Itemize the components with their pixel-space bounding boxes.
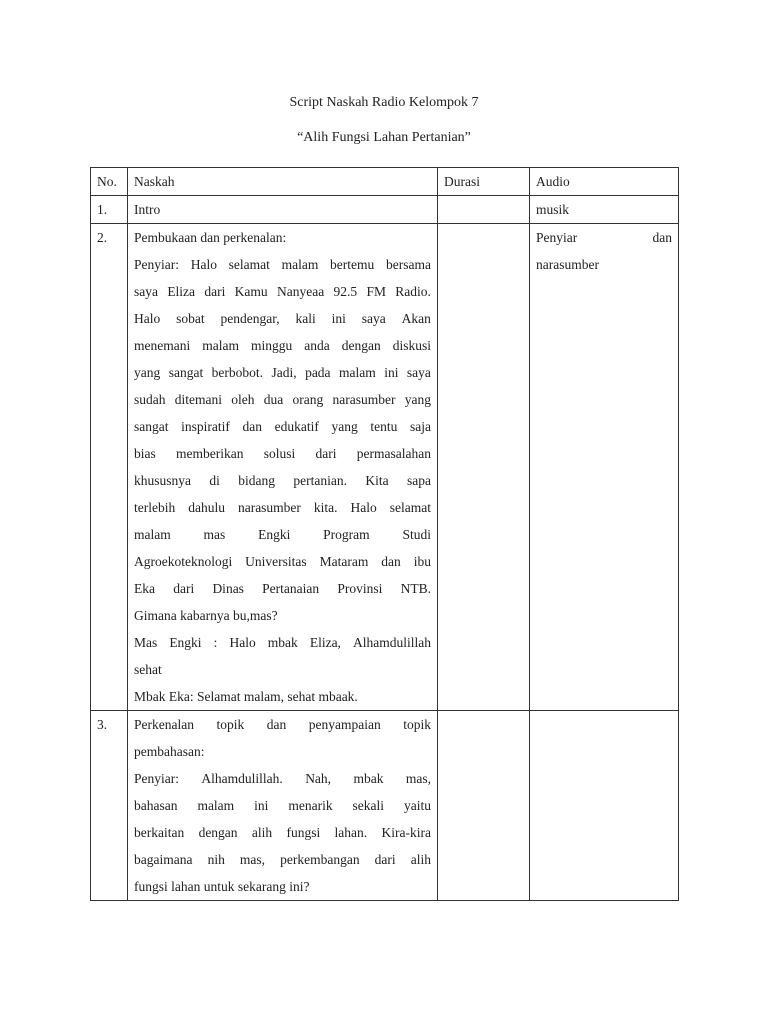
table-row — [91, 711, 679, 901]
header-no: No. — [91, 168, 128, 196]
naskah-line: pembahasan: — [134, 744, 205, 759]
row-number: 1. — [91, 196, 128, 224]
naskah-line: Halo sobat pendengar, kali ini saya Akan — [134, 311, 431, 326]
naskah-line: berkaitan dengan alih fungsi lahan. Kira-kira — [134, 825, 431, 840]
script-table — [90, 167, 679, 901]
header-naskah: Naskah — [128, 168, 438, 196]
row-audio — [530, 711, 679, 901]
document-title: Script Naskah Radio Kelompok 7 — [289, 95, 479, 110]
table-header-row — [91, 168, 679, 196]
row-number: 2. — [91, 224, 128, 711]
naskah-line: sehat — [134, 662, 162, 677]
row-number: 3. — [91, 711, 128, 901]
table-row — [91, 196, 679, 224]
row-naskah — [128, 224, 438, 711]
naskah-line: Penyiar: Halo selamat malam bertemu bersama — [134, 257, 431, 272]
naskah-line: Eka dari Dinas Pertanaian Provinsi NTB. — [134, 581, 431, 596]
naskah-line: Mbak Eka: Selamat malam, sehat mbaak. — [134, 689, 358, 704]
row-audio — [530, 224, 679, 711]
naskah-line: fungsi lahan untuk sekarang ini? — [134, 879, 310, 894]
table-row — [91, 224, 679, 711]
naskah-line: khususnya di bidang pertanian. Kita sapa — [134, 473, 431, 488]
naskah-line: Pembukaan dan perkenalan: — [134, 230, 287, 245]
naskah-line: menemani malam minggu anda dengan diskusi — [134, 338, 431, 353]
header-audio: Audio — [530, 168, 679, 196]
naskah-line: Gimana kabarnya bu,mas? — [134, 608, 278, 623]
naskah-line: bagaimana nih mas, perkembangan dari alih — [134, 852, 431, 867]
naskah-line: terlebih dahulu narasumber kita. Halo selamat — [134, 500, 431, 515]
naskah-line: Intro — [134, 202, 161, 217]
naskah-line: yang sangat berbobot. Jadi, pada malam ini saya — [134, 365, 431, 380]
naskah-line: saya Eliza dari Kamu Nanyeaa 92.5 FM Radio. — [134, 284, 431, 299]
naskah-line: Mas Engki : Halo mbak Eliza, Alhamdulillah — [134, 635, 431, 650]
audio-line: musik — [536, 202, 570, 217]
row-naskah — [128, 711, 438, 901]
naskah-line: Perkenalan topik dan penyampaian topik — [134, 717, 431, 732]
naskah-line: Penyiar: Alhamdulillah. Nah, mbak mas, — [134, 771, 431, 786]
naskah-line: sangat inspiratif dan edukatif yang tentu saja — [134, 419, 431, 434]
row-durasi — [438, 224, 530, 711]
naskah-line: sudah ditemani oleh dua orang narasumber yang — [134, 392, 431, 407]
audio-line: narasumber — [536, 257, 599, 272]
header-durasi: Durasi — [438, 168, 530, 196]
row-durasi — [438, 196, 530, 224]
row-naskah — [128, 196, 438, 224]
naskah-line: bias memberikan solusi dari permasalahan — [134, 446, 431, 461]
audio-line: Penyiar dan — [536, 230, 672, 245]
naskah-line: Agroekoteknologi Universitas Mataram dan ibu — [134, 554, 431, 569]
naskah-line: malam mas Engki Program Studi — [134, 527, 431, 542]
naskah-line: bahasan malam ini menarik sekali yaitu — [134, 798, 431, 813]
row-audio — [530, 196, 679, 224]
document-subtitle: “Alih Fungsi Lahan Pertanian” — [297, 130, 471, 145]
row-durasi — [438, 711, 530, 901]
